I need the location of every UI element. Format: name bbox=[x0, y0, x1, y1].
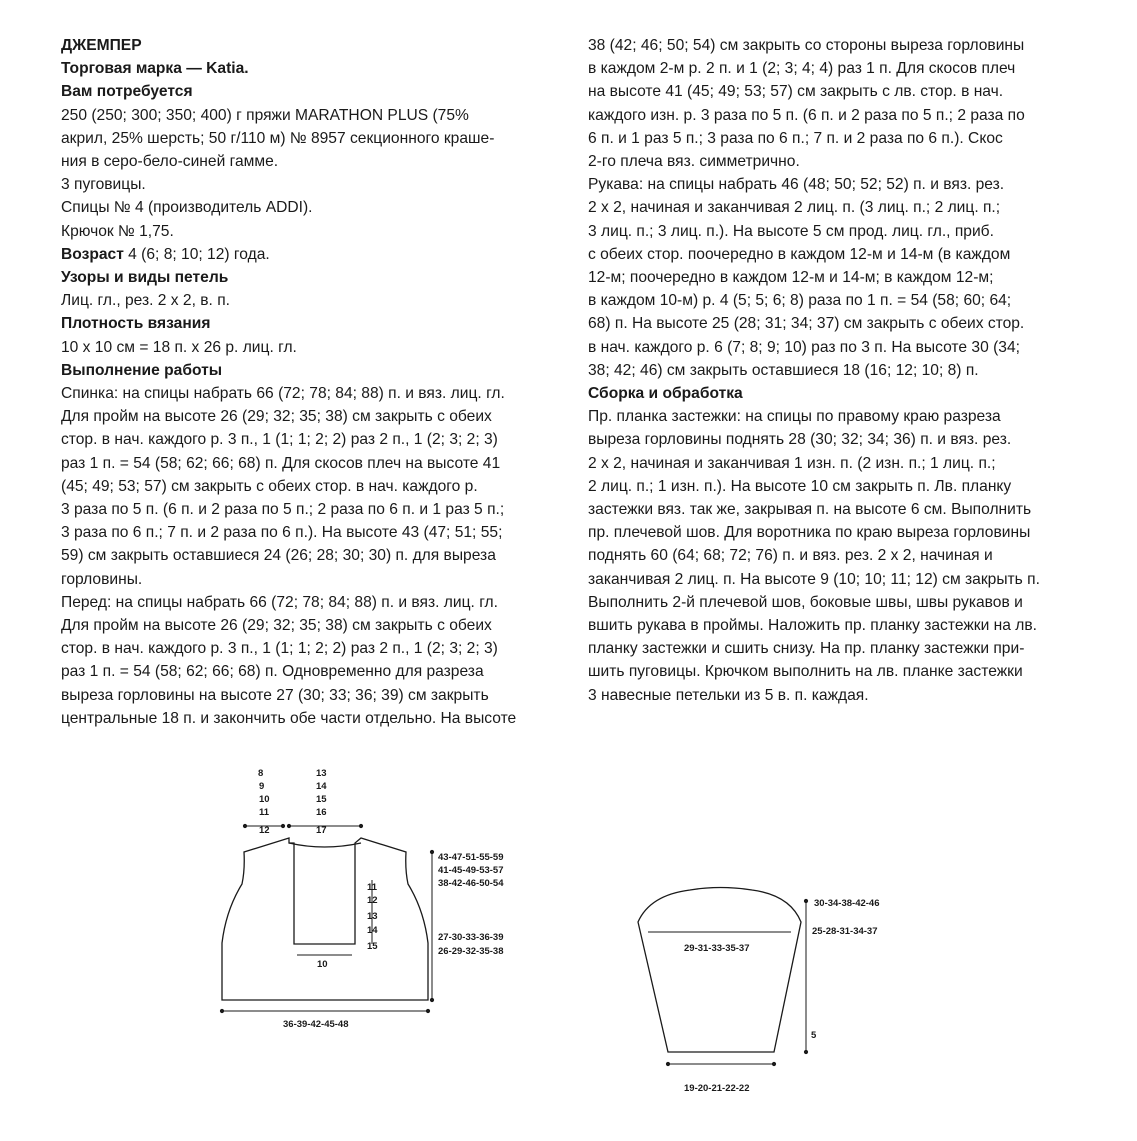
height-total-label-2: 38-42-46-50-54 bbox=[438, 878, 504, 889]
work-left-line: (45; 49; 53; 57) см закрыть с обеих стор. в нач. каждого р. bbox=[61, 477, 478, 495]
gauge-text: 10 х 10 см = 18 п. х 26 р. лиц. гл. bbox=[61, 338, 297, 356]
shoulder-width-label-0: 8 bbox=[258, 768, 264, 779]
assembly-line: Выполнить 2-й плечевой шов, боковые швы, швы рукавов и bbox=[588, 593, 1023, 611]
neck-width-label-2: 15 bbox=[316, 794, 327, 805]
cuff-width-label: 19-20-21-22-22 bbox=[684, 1083, 750, 1094]
placket-depth-label-3: 14 bbox=[367, 925, 378, 936]
assembly-line: выреза горловины поднять 28 (30; 32; 34; 36) п. и вяз. рез. bbox=[588, 431, 1012, 449]
patterns-text: Лиц. гл., рез. 2 х 2, в. п. bbox=[61, 292, 230, 310]
neck-width-label-1: 14 bbox=[316, 781, 327, 792]
work-left-line: раз 1 п. = 54 (58; 62; 66; 68) п. Одновременно для разреза bbox=[61, 663, 484, 681]
materials-line: Спицы № 4 (производитель ADDI). bbox=[61, 199, 313, 217]
assembly-line: заканчивая 2 лиц. п. На высоте 9 (10; 10; 11; 12) см закрыть п. bbox=[588, 570, 1040, 588]
sleeve-length-label: 30-34-38-42-46 bbox=[814, 898, 880, 909]
assembly-line: 2 х 2, начиная и заканчивая 1 изн. п. (2 изн. п.; 1 лиц. п.; bbox=[588, 454, 996, 472]
work-right-line: 38; 42; 46) см закрыть оставшиеся 18 (16; 12; 10; 8) п. bbox=[588, 361, 979, 379]
work-right-line: 3 лиц. п.; 3 лиц. п.). На высоте 5 см прод. лиц. гл., приб. bbox=[588, 222, 994, 240]
work-right-line: на высоте 41 (45; 49; 53; 57) см закрыть с лв. стор. в нач. bbox=[588, 83, 1004, 101]
assembly-line: планку застежки и сшить снизу. На пр. планку застежки при- bbox=[588, 640, 1025, 658]
placket-depth-label-2: 13 bbox=[367, 911, 378, 922]
work-left-line: 59) см закрыть оставшиеся 24 (26; 28; 30; 30) п. для выреза bbox=[61, 547, 496, 565]
work-left-line: Перед: на спицы набрать 66 (72; 78; 84; 88) п. и вяз. лиц. гл. bbox=[61, 593, 498, 611]
placket-width-label: 10 bbox=[317, 959, 328, 970]
work-right-line: каждого изн. р. 3 раза по 5 п. (6 п. и 2 раза по 5 п.; 2 раза по bbox=[588, 106, 1025, 124]
assembly-heading: Сборка и обработка bbox=[588, 385, 743, 403]
assembly-line: вшить рукава в проймы. Наложить пр. планку застежки на лв. bbox=[588, 617, 1037, 635]
shoulder-width-label-1: 9 bbox=[259, 781, 265, 792]
work-right-line: 12-м; поочередно в каждом 12-м и 14-м; в каждом 12-м; bbox=[588, 269, 994, 287]
work-left-line: Для пройм на высоте 26 (29; 32; 35; 38) см закрыть с обеих bbox=[61, 617, 492, 635]
shoulder-width-label-4: 12 bbox=[259, 825, 270, 836]
armhole-label-0: 27-30-33-36-39 bbox=[438, 932, 504, 943]
sleeve-outline bbox=[638, 888, 801, 1053]
sleeve-upper-width-label: 29-31-33-35-37 bbox=[684, 943, 750, 954]
assembly-line: застежки вяз. так же, закрывая п. на высоте 6 см. Выполнить bbox=[588, 501, 1032, 519]
half-width-label: 36-39-42-45-48 bbox=[283, 1019, 349, 1030]
cuff-height-label: 5 bbox=[811, 1030, 817, 1041]
placket-depth-label-1: 12 bbox=[367, 895, 378, 906]
materials-heading: Вам потребуется bbox=[61, 83, 193, 101]
placket-depth-label-4: 15 bbox=[367, 941, 378, 952]
materials-line: акрил, 25% шерсть; 50 г/110 м) № 8957 секционного краше- bbox=[61, 129, 495, 147]
work-left-line: выреза горловины на высоте 27 (30; 33; 36; 39) см закрыть bbox=[61, 686, 489, 704]
brand-line: Торговая марка — Katia. bbox=[61, 60, 249, 78]
work-right-line: 6 п. и 1 раз 5 п.; 3 раза по 6 п.; 7 п. и 2 раза по 6 п.). Скос bbox=[588, 129, 1003, 147]
work-right-line: в каждом 2-м р. 2 п. и 1 (2; 3; 4; 4) раз 1 п. Для скосов плеч bbox=[588, 60, 1016, 78]
work-right-line: 38 (42; 46; 50; 54) см закрыть со стороны выреза горловины bbox=[588, 37, 1025, 54]
work-left-line: стор. в нач. каждого р. 3 п., 1 (1; 1; 2; 2) раз 2 п., 1 (2; 3; 2; 3) bbox=[61, 640, 498, 658]
work-left-line: Спинка: на спицы набрать 66 (72; 78; 84; 88) п. и вяз. лиц. гл. bbox=[61, 385, 505, 403]
age-label: Возраст bbox=[61, 245, 124, 263]
assembly-line: шить пуговицы. Крючком выполнить на лв. планке застежки bbox=[588, 663, 1023, 681]
assembly-line: Пр. планка застежки: на спицы по правому краю разреза bbox=[588, 408, 1001, 426]
work-left-line: горловины. bbox=[61, 570, 143, 588]
work-left-line: Для пройм на высоте 26 (29; 32; 35; 38) см закрыть с обеих bbox=[61, 408, 492, 426]
materials-line: 3 пуговицы. bbox=[61, 176, 146, 194]
work-right-line: 2 х 2, начиная и заканчивая 2 лиц. п. (3 лиц. п.; 2 лиц. п.; bbox=[588, 199, 1001, 217]
work-left-line: 3 раза по 6 п.; 7 п. и 2 раза по 6 п.). На высоте 43 (47; 51; 55; bbox=[61, 524, 503, 542]
sleeve-cap-label: 25-28-31-34-37 bbox=[812, 926, 878, 937]
armhole-label-1: 26-29-32-35-38 bbox=[438, 946, 504, 957]
neck-width-label-4: 17 bbox=[316, 825, 327, 836]
work-right-line: с обеих стор. поочередно в каждом 12-м и 14-м (в каждом bbox=[588, 245, 1011, 263]
body-outline bbox=[222, 838, 428, 1000]
gauge-heading: Плотность вязания bbox=[61, 315, 211, 333]
work-left-line: раз 1 п. = 54 (58; 62; 66; 68) п. Для скосов плеч на высоте 41 bbox=[61, 454, 501, 472]
work-left-line: стор. в нач. каждого р. 3 п., 1 (1; 1; 2; 2) раз 2 п., 1 (2; 3; 2; 3) bbox=[61, 431, 498, 449]
materials-line: 250 (250; 300; 350; 400) г пряжи MARATHON PLUS (75% bbox=[61, 106, 469, 124]
page-title: ДЖЕМПЕР bbox=[61, 37, 142, 54]
height-total-label-1: 41-45-49-53-57 bbox=[438, 865, 504, 876]
work-left-line: центральные 18 п. и закончить обе части отдельно. На высоте bbox=[61, 709, 517, 727]
work-right-line: в каждом 10-м) р. 4 (5; 5; 6; 8) раза по 1 п. = 54 (58; 60; 64; bbox=[588, 292, 1012, 310]
shoulder-width-label-2: 10 bbox=[259, 794, 270, 805]
work-right-line: Рукава: на спицы набрать 46 (48; 50; 52; 52) п. и вяз. рез. bbox=[588, 176, 1005, 194]
shoulder-width-label-3: 11 bbox=[259, 807, 270, 818]
work-right-line: 68) п. На высоте 25 (28; 31; 34; 37) см закрыть с обеих стор. bbox=[588, 315, 1025, 333]
materials-line: Крючок № 1,75. bbox=[61, 222, 174, 240]
work-left-line: 3 раза по 5 п. (6 п. и 2 раза по 5 п.; 2 раза по 6 п. и 1 раз 5 п.; bbox=[61, 501, 505, 519]
neck-width-label-3: 16 bbox=[316, 807, 327, 818]
assembly-line: 3 навесные петельки из 5 в. п. каждая. bbox=[588, 686, 869, 704]
work-heading: Выполнение работы bbox=[61, 361, 223, 379]
assembly-line: 2 лиц. п.; 1 изн. п.). На высоте 10 см закрыть п. Лв. планку bbox=[588, 477, 1012, 495]
placket-depth-label-0: 11 bbox=[367, 882, 378, 893]
height-total-label-0: 43-47-51-55-59 bbox=[438, 852, 504, 863]
age-value: 4 (6; 8; 10; 12) года. bbox=[123, 245, 270, 263]
materials-line: ния в серо-бело-синей гамме. bbox=[61, 153, 279, 171]
neck-width-label-0: 13 bbox=[316, 768, 327, 779]
work-right-line: в нач. каждого р. 6 (7; 8; 9; 10) раз по 3 п. На высоте 30 (34; bbox=[588, 338, 1020, 356]
patterns-heading: Узоры и виды петель bbox=[61, 269, 229, 287]
assembly-line: пр. плечевой шов. Для воротника по краю выреза горловины bbox=[588, 524, 1031, 542]
assembly-line: поднять 60 (64; 68; 72; 76) п. и вяз. рез. 2 х 2, начиная и bbox=[588, 547, 993, 565]
work-right-line: 2-го плеча вяз. симметрично. bbox=[588, 153, 800, 171]
neckline bbox=[289, 843, 361, 847]
